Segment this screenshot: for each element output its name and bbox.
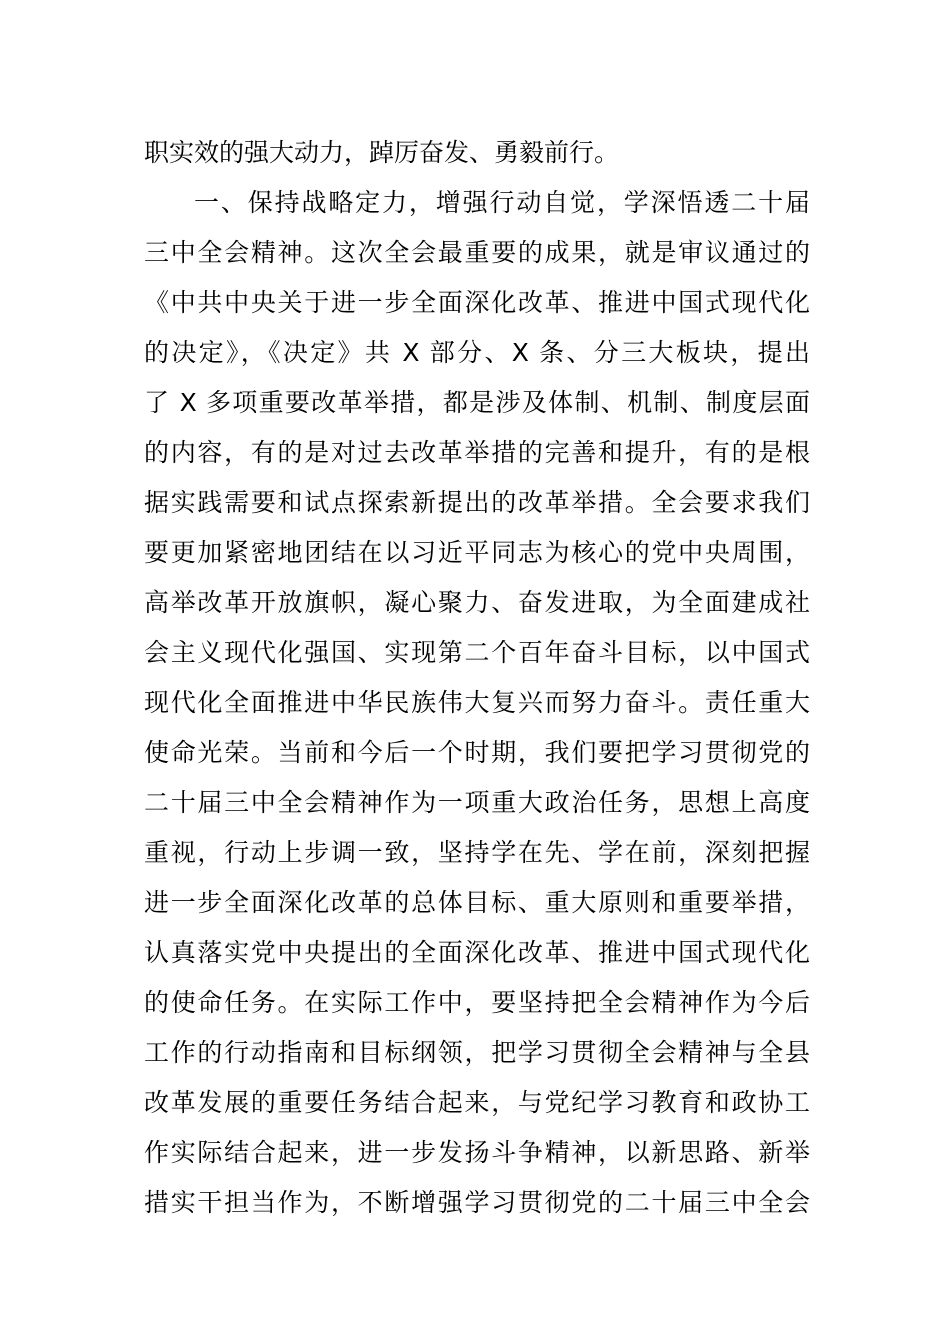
text-line-12: 现代化全面推进中华民族伟大复兴而努力奋斗。责任重大	[144, 688, 810, 717]
text-line-17: 认真落实党中央提出的全面深化改革、推进中国式现代化	[144, 938, 810, 967]
text-line-6: 了 X 多项重要改革举措，都是涉及体制、机制、制度层面	[144, 388, 810, 417]
text-line-22: 措实干担当作为，不断增强学习贯彻党的二十届三中全会	[144, 1188, 810, 1217]
text-line-2: 一、保持战略定力，增强行动自觉，学深悟透二十届	[194, 188, 810, 217]
text-line-10: 高举改革开放旗帜，凝心聚力、奋发进取，为全面建成社	[144, 588, 810, 617]
text-line-4: 《中共中央关于进一步全面深化改革、推进中国式现代化	[144, 288, 810, 317]
text-line-11: 会主义现代化强国、实现第二个百年奋斗目标，以中国式	[144, 638, 810, 667]
text-line-15: 重视，行动上步调一致，坚持学在先、学在前，深刻把握	[144, 838, 810, 867]
text-line-7: 的内容，有的是对过去改革举措的完善和提升，有的是根	[144, 438, 810, 467]
text-line-8: 据实践需要和试点探索新提出的改革举措。全会要求我们	[144, 488, 810, 517]
text-line-18: 的使命任务。在实际工作中，要坚持把全会精神作为今后	[144, 988, 810, 1017]
text-line-13: 使命光荣。当前和今后一个时期，我们要把学习贯彻党的	[144, 738, 810, 767]
text-line-3: 三中全会精神。这次全会最重要的成果，就是审议通过的	[144, 238, 810, 267]
text-line-5: 的决定》，《决定》共 X 部分、X 条、分三大板块，提出	[144, 338, 810, 367]
text-line-16: 进一步全面深化改革的总体目标、重大原则和重要举措，	[144, 888, 810, 917]
text-line-20: 改革发展的重要任务结合起来，与党纪学习教育和政协工	[144, 1088, 810, 1117]
body-text	[144, 128, 810, 1228]
text-line-1: 职实效的强大动力，踔厉奋发、勇毅前行。	[144, 138, 620, 167]
text-line-9: 要更加紧密地团结在以习近平同志为核心的党中央周围，	[144, 538, 810, 567]
text-line-21: 作实际结合起来，进一步发扬斗争精神，以新思路、新举	[144, 1138, 810, 1167]
text-line-14: 二十届三中全会精神作为一项重大政治任务，思想上高度	[144, 788, 810, 817]
text-line-19: 工作的行动指南和目标纲领，把学习贯彻全会精神与全县	[144, 1038, 810, 1067]
